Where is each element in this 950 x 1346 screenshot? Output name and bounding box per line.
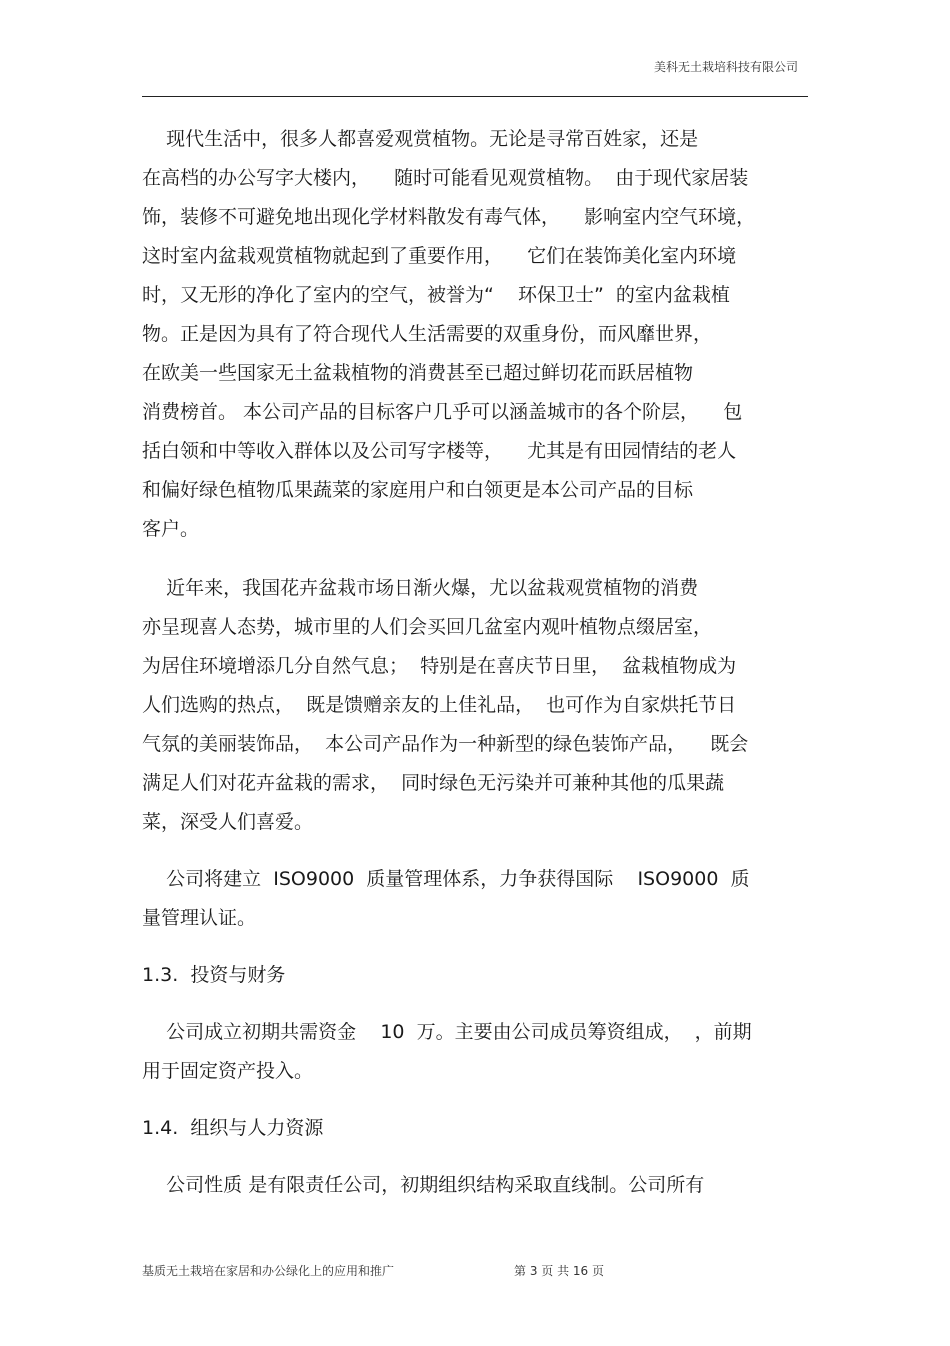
text-line: 公司将建立 ISO9000 质量管理体系，力争获得国际 ISO9000 质: [142, 868, 750, 890]
paragraph-2: [142, 569, 808, 842]
footer-page-number: 第 3 页 共 16 页: [514, 1264, 604, 1278]
text-line: 近年来，我国花卉盆栽市场日渐火爆，尤以盆栽观赏植物的消费: [142, 577, 699, 599]
text-line: 和偏好绿色植物瓜果蔬菜的家庭用户和白领更是本公司产品的目标: [142, 479, 694, 501]
header-company-name: 美科无土栽培科技有限公司: [653, 60, 798, 74]
text-line: 括白领和中等收入群体以及公司写字楼等， 尤其是有田园情结的老人: [142, 440, 737, 462]
text-line: 菜，深受人们喜爱。: [142, 811, 314, 833]
section-heading-1-3: 1.3. 投资与财务: [142, 964, 286, 986]
document-body: [142, 120, 808, 1205]
text-line: 消费榜首。 本公司产品的目标客户几乎可以涵盖城市的各个阶层， 包: [142, 401, 743, 423]
text-line: 人们选购的热点， 既是馈赠亲友的上佳礼品， 也可作为自家烘托节日: [142, 694, 737, 716]
section-1-3-body: [142, 1013, 808, 1091]
text-line: 用于固定资产投入。: [142, 1060, 314, 1082]
text-line: 公司成立初期共需资金 10 万。主要由公司成员筹资组成， ，前期: [142, 1021, 752, 1043]
header-divider: [142, 96, 808, 97]
text-line: 量管理认证。: [142, 907, 257, 929]
text-line: 物。正是因为具有了符合现代人生活需要的双重身份，而风靡世界，: [142, 323, 713, 345]
text-line: 在高档的办公写字大楼内， 随时可能看见观赏植物。 由于现代家居装: [142, 167, 749, 189]
paragraph-1: [142, 120, 808, 549]
text-line: 气氛的美丽装饰品， 本公司产品作为一种新型的绿色装饰产品， 既会: [142, 733, 749, 755]
text-line: 时，又无形的净化了室内的空气，被誉为“ 环保卫士” 的室内盆栽植: [142, 284, 730, 306]
text-line: 为居住环境增添几分自然气息； 特别是在喜庆节日里， 盆栽植物成为: [142, 655, 737, 677]
paragraph-3: [142, 860, 808, 938]
text-line: 饰，装修不可避免地出现化学材料散发有毒气体， 影响室内空气环境，: [142, 206, 756, 228]
text-line: 公司性质 是有限责任公司，初期组织结构采取直线制。公司所有: [142, 1174, 705, 1196]
text-line: 亦呈现喜人态势，城市里的人们会买回几盆室内观叶植物点缀居室，: [142, 616, 713, 638]
text-line: 客户。: [142, 518, 200, 540]
text-line: 满足人们对花卉盆栽的需求， 同时绿色无污染并可兼种其他的瓜果蔬: [142, 772, 725, 794]
text-line: 现代生活中，很多人都喜爱观赏植物。无论是寻常百姓家，还是: [142, 128, 699, 150]
section-1-4-body: [142, 1166, 808, 1205]
section-heading-1-4: 1.4. 组织与人力资源: [142, 1117, 324, 1139]
text-line: 这时室内盆栽观赏植物就起到了重要作用， 它们在装饰美化室内环境: [142, 245, 737, 267]
footer-document-title: 基质无土栽培在家居和办公绿化上的应用和推广: [142, 1264, 395, 1278]
text-line: 在欧美一些国家无土盆栽植物的消费甚至已超过鲜切花而跃居植物: [142, 362, 694, 384]
